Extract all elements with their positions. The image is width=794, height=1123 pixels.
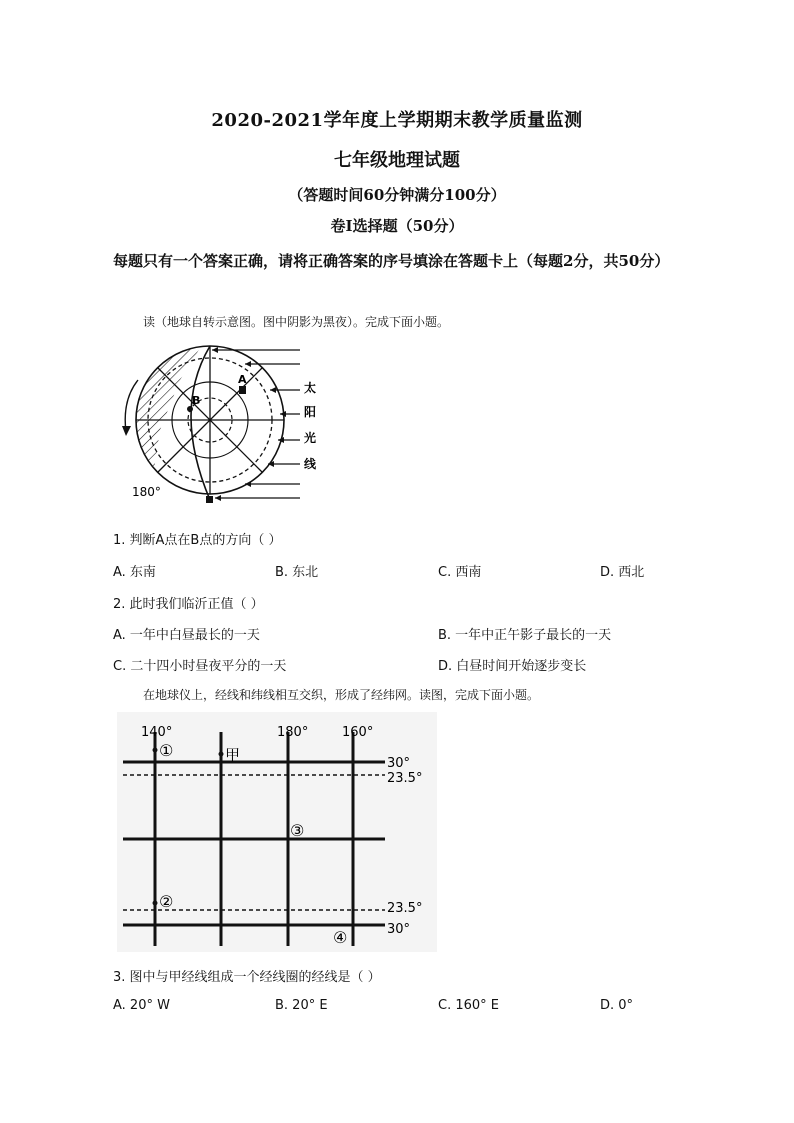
q1-option-d[interactable]: D. 西北 (600, 565, 645, 580)
point-b-label: B (192, 394, 201, 407)
point-1-label: ① (159, 741, 174, 760)
parallel-label-30s: 30° (387, 922, 411, 937)
point-4-label: ④ (333, 928, 348, 947)
q3-option-a[interactable]: A. 20° W (113, 998, 170, 1013)
q1-option-b[interactable]: B. 东北 (275, 565, 319, 580)
meridian-label-160: 160° (342, 725, 374, 740)
point-jia-dot (219, 752, 224, 757)
instructions: 每题只有一个答案正确，请将正确答案的序号填涂在答题卡上（每题2分，共50分） (113, 252, 670, 270)
point-2-label: ② (159, 892, 174, 911)
q3-option-d[interactable]: D. 0° (600, 998, 634, 1013)
q1-option-c[interactable]: C. 西南 (438, 565, 482, 580)
point-a-marker (239, 386, 246, 394)
rotation-arrowhead (122, 426, 131, 436)
exam-subtitle: 七年级地理试题 (334, 150, 460, 171)
sunlight-label-2: 阳 (304, 405, 317, 419)
q3-option-c[interactable]: C. 160° E (438, 998, 500, 1013)
pole-marker (206, 496, 213, 503)
graticule-diagram (117, 712, 437, 952)
point-1-dot (153, 748, 158, 753)
point-a-label: A (238, 373, 247, 386)
question-2-stem: 2. 此时我们临沂正值（ ） (113, 597, 264, 612)
sunlight-label-3: 光 (304, 431, 317, 445)
sunlight-arrowheads (212, 347, 286, 501)
parallel-label-30n: 30° (387, 756, 411, 771)
point-2-dot (153, 901, 158, 906)
sunlight-label-4: 线 (304, 457, 317, 471)
exam-time-note: （答题时间60分钟满分100分） (288, 186, 506, 204)
question-3-stem: 3. 图中与甲经线组成一个经线圈的经线是（ ） (113, 970, 381, 985)
group2-lead: 在地球仪上，经线和纬线相互交织，形成了经纬网。读图，完成下面小题。 (143, 688, 540, 702)
meridian-label-180: 180° (277, 725, 309, 740)
exam-title: 2020-2021学年度上学期期末教学质量监测 (211, 110, 583, 131)
group1-lead: 读（地球自转示意图。图中阴影为黑夜）。完成下面小题。 (143, 315, 450, 329)
parallel-label-235n: 23.5° (387, 771, 423, 786)
earth-rotation-diagram (110, 340, 325, 510)
parallel-label-235s: 23.5° (387, 901, 423, 916)
q2-option-a[interactable]: A. 一年中白昼最长的一天 (113, 628, 260, 643)
q2-option-b[interactable]: B. 一年中正午影子最长的一天 (438, 628, 612, 643)
meridian-label-140: 140° (141, 725, 173, 740)
sunlight-label-1: 太 (304, 381, 317, 395)
q3-option-b[interactable]: B. 20° E (275, 998, 328, 1013)
q1-option-a[interactable]: A. 东南 (113, 565, 156, 580)
sunlight-rays (212, 350, 300, 498)
point-3-label: ③ (290, 821, 305, 840)
point-jia-label: 甲 (225, 746, 241, 764)
longitude-180-label: 180° (132, 485, 161, 499)
section-heading: 卷Ⅰ选择题（50分） (330, 217, 464, 235)
q2-option-c[interactable]: C. 二十四小时昼夜平分的一天 (113, 659, 287, 674)
question-1-stem: 1. 判断A点在B点的方向（ ） (113, 533, 282, 548)
q2-option-d[interactable]: D. 白昼时间开始逐步变长 (438, 659, 587, 674)
